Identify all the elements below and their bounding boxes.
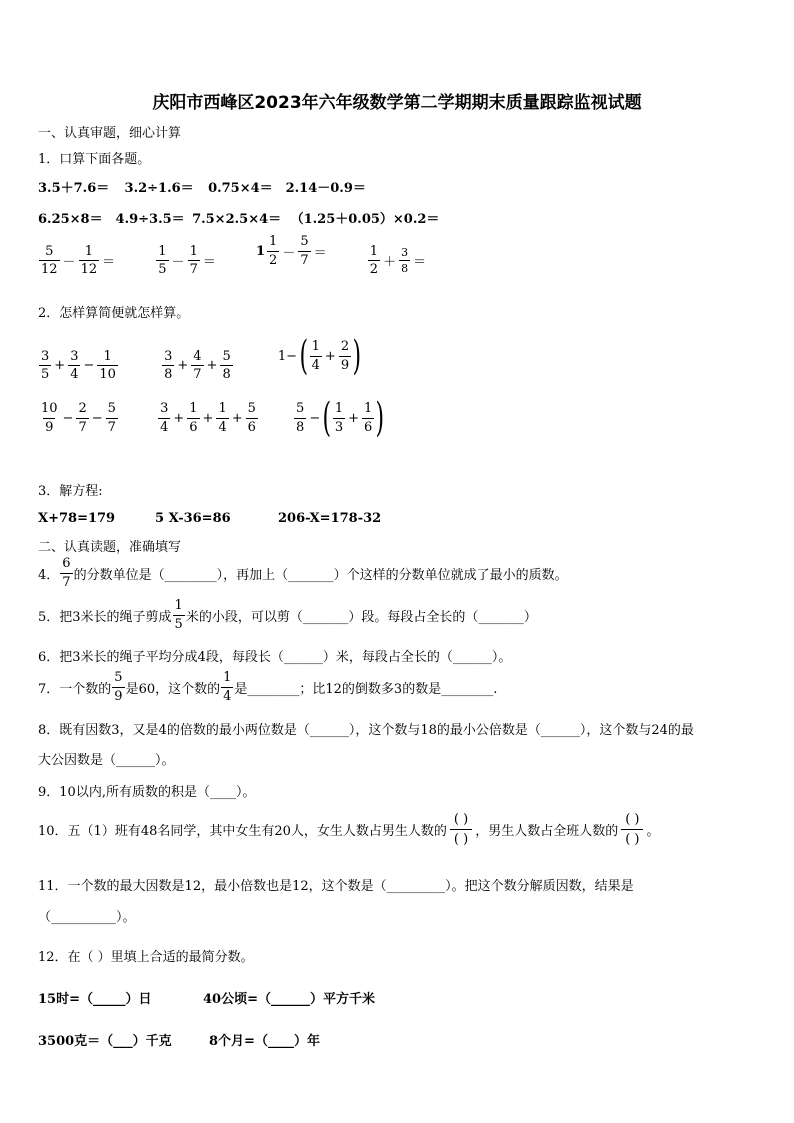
q12-r1-e2: 40公顷=（______）平方千米 xyxy=(203,992,375,1007)
q1-r1-e2: 3.2÷1.6＝ xyxy=(124,181,194,196)
q2-r2-e1: $\frac{10}{9}$ − $\frac{2}{7}$ − $\frac{5}{7}$ xyxy=(41,400,116,435)
fraction: $\frac{1}{4}$ xyxy=(223,670,232,704)
fraction: $\frac{5}{9}$ xyxy=(114,670,123,704)
q12-r1-e1: 15时=（_____）日 xyxy=(38,992,152,1007)
fraction: $\frac{1}{3}$ xyxy=(334,400,344,435)
fraction: $\frac{1}{5}$ xyxy=(174,598,183,632)
fraction: $\frac{6}{7}$ xyxy=(62,556,71,590)
q9: 9．10以内,所有质数的积是（____）。 xyxy=(38,785,256,800)
q3-eq-2: 5 X-36=86 xyxy=(155,511,231,526)
fraction: $\frac{4}{7}$ xyxy=(193,348,202,383)
fraction: $\frac{3}{8}$ xyxy=(401,246,409,276)
q3-label: 3．解方程: xyxy=(38,484,103,499)
fraction: $\frac{5}{8}$ xyxy=(296,400,305,435)
q7: 7．一个数的 $\frac{5}{9}$ 是60，这个数的 $\frac{1}{4}$ 是________；比12的倒数多3的数是________. xyxy=(38,670,498,704)
q2-r1-e1: $\frac{3}{5}$ + $\frac{3}{4}$ − $\frac{1}{10}$ xyxy=(41,348,116,383)
q10: 10．五（1）班有48名同学，其中女生有20人，女生人数占男生人数的 $\frac{( )}{( )}$ ，男生人数占全班人数的 $\frac{( )}{( )}$ 。 xyxy=(38,812,660,847)
q1-row1 xyxy=(38,177,366,196)
q2-row2 xyxy=(38,395,419,441)
q2-r2-e3: $\frac{5}{8}$ − ( $\frac{1}{3}$ + $\frac{1}{6}$ ) xyxy=(296,395,385,441)
fraction: $\frac{10}{9}$ xyxy=(41,400,58,435)
fraction: $\frac{1}{6}$ xyxy=(364,400,373,435)
q1-r2-e4: （1.25＋0.05）×0.2＝ xyxy=(290,212,440,227)
q12-r2-e1: 3500克＝（___）千克 xyxy=(38,1034,172,1049)
q2-label: 2．怎样算简便就怎样算。 xyxy=(38,306,190,321)
fraction: $\frac{1}{7}$ xyxy=(189,243,198,278)
fraction: $\frac{5}{8}$ xyxy=(222,348,231,383)
answer-fraction-blank[interactable]: $\frac{( )}{( )}$ xyxy=(450,812,472,847)
q8-line2: 大公因数是（______）。 xyxy=(38,753,175,768)
fraction: $\frac{1}{6}$ xyxy=(189,400,198,435)
q6: 6．把3米长的绳子平均分成4段，每段长（______）米，每段占全长的（______）。 xyxy=(38,650,512,665)
q12-r2-e2: 8个月=（____）年 xyxy=(209,1034,320,1049)
q12-label: 12．在（ ）里填上合适的最简分数。 xyxy=(38,950,254,965)
fraction: $\frac{1}{4}$ xyxy=(218,400,227,435)
answer-fraction-blank[interactable]: $\frac{( )}{( )}$ xyxy=(621,812,643,847)
q1-r1-e3: 0.75×4＝ xyxy=(208,181,273,196)
fraction: $\frac{5}{7}$ xyxy=(107,400,116,435)
q8-line1: 8．既有因数3，又是4的倍数的最小两位数是（______），这个数与18的最小公倍数是（______），这个数与24的最 xyxy=(38,723,694,738)
q1-r3-e1: $\frac{5}{12}$ － $\frac{1}{12}$ ＝ xyxy=(41,243,116,278)
q2-row1 xyxy=(38,333,396,383)
section-2-heading: 二、认真读题，准确填写 xyxy=(38,540,182,555)
q5: 5．把3米长的绳子剪成 $\frac{1}{5}$ 米的小段，可以剪（_______）段。每段占全长的（_______） xyxy=(38,598,537,632)
q1-r2-e2: 4.9÷3.5＝ xyxy=(115,212,185,227)
q2-r1-e3: 1− ( $\frac{1}{4}$ + $\frac{2}{9}$ ) xyxy=(277,333,362,379)
q1-row2 xyxy=(38,208,439,227)
q1-r3-e2: $\frac{1}{5}$ － $\frac{1}{7}$ ＝ xyxy=(158,243,216,278)
page-title: 庆阳市西峰区2023年六年级数学第二学期期末质量跟踪监视试题 xyxy=(152,93,642,113)
fraction: $\frac{3}{8}$ xyxy=(164,348,173,383)
q1-r3-e3: 1 $\frac{1}{2}$ － $\frac{5}{7}$ ＝ xyxy=(256,234,327,268)
q1-r3-e4: $\frac{1}{2}$ ＋ $\frac{3}{8}$ ＝ xyxy=(369,243,427,278)
fraction: $\frac{2}{9}$ xyxy=(340,338,350,373)
fraction: $\frac{3}{4}$ xyxy=(70,348,79,383)
fraction: $\frac{1}{5}$ xyxy=(158,243,167,278)
fraction: $\frac{1}{2}$ xyxy=(369,243,379,278)
fraction: $\frac{1}{2}$ xyxy=(269,234,278,268)
q11-line2: （__________）。 xyxy=(38,910,136,925)
q2-r2-e2: $\frac{3}{4}$ + $\frac{1}{6}$ + $\frac{1}{4}$ + $\frac{5}{6}$ xyxy=(160,400,256,435)
q3-eq-3: 206-X=178-32 xyxy=(278,511,382,526)
fraction: $\frac{5}{6}$ xyxy=(247,400,256,435)
q11-line1: 11．一个数的最大因数是12，最小倍数也是12，这个数是（_________）。把这个数分解质因数，结果是 xyxy=(38,879,634,894)
fraction: $\frac{3}{5}$ xyxy=(41,348,50,383)
fraction: $\frac{2}{7}$ xyxy=(78,400,87,435)
section-1-heading: 一、认真审题，细心计算 xyxy=(38,126,182,141)
q3-eq-1: X+78=179 xyxy=(38,511,116,526)
q1-r2-e3: 7.5×2.5×4＝ xyxy=(192,212,282,227)
q4: 4． $\frac{6}{7}$ 的分数单位是（________），再加上（_______）个这样的分数单位就成了最小的质数。 xyxy=(38,556,568,590)
q1-row3 xyxy=(38,234,462,278)
fraction: $\frac{3}{4}$ xyxy=(160,400,169,435)
q1-label: 1．口算下面各题。 xyxy=(38,152,151,167)
q1-r1-e1: 3.5＋7.6＝ xyxy=(38,181,110,196)
q1-r2-e1: 6.25×8＝ xyxy=(38,212,103,227)
fraction: $\frac{1}{10}$ xyxy=(99,348,116,383)
q2-r1-e2: $\frac{3}{8}$ + $\frac{4}{7}$ + $\frac{5}{8}$ xyxy=(164,348,231,383)
fraction: $\frac{1}{12}$ xyxy=(80,243,98,278)
fraction: $\frac{5}{7}$ xyxy=(300,234,309,268)
fraction: $\frac{5}{12}$ xyxy=(41,243,58,278)
fraction: $\frac{1}{4}$ xyxy=(311,338,320,373)
q1-r1-e4: 2.14－0.9＝ xyxy=(285,181,366,196)
